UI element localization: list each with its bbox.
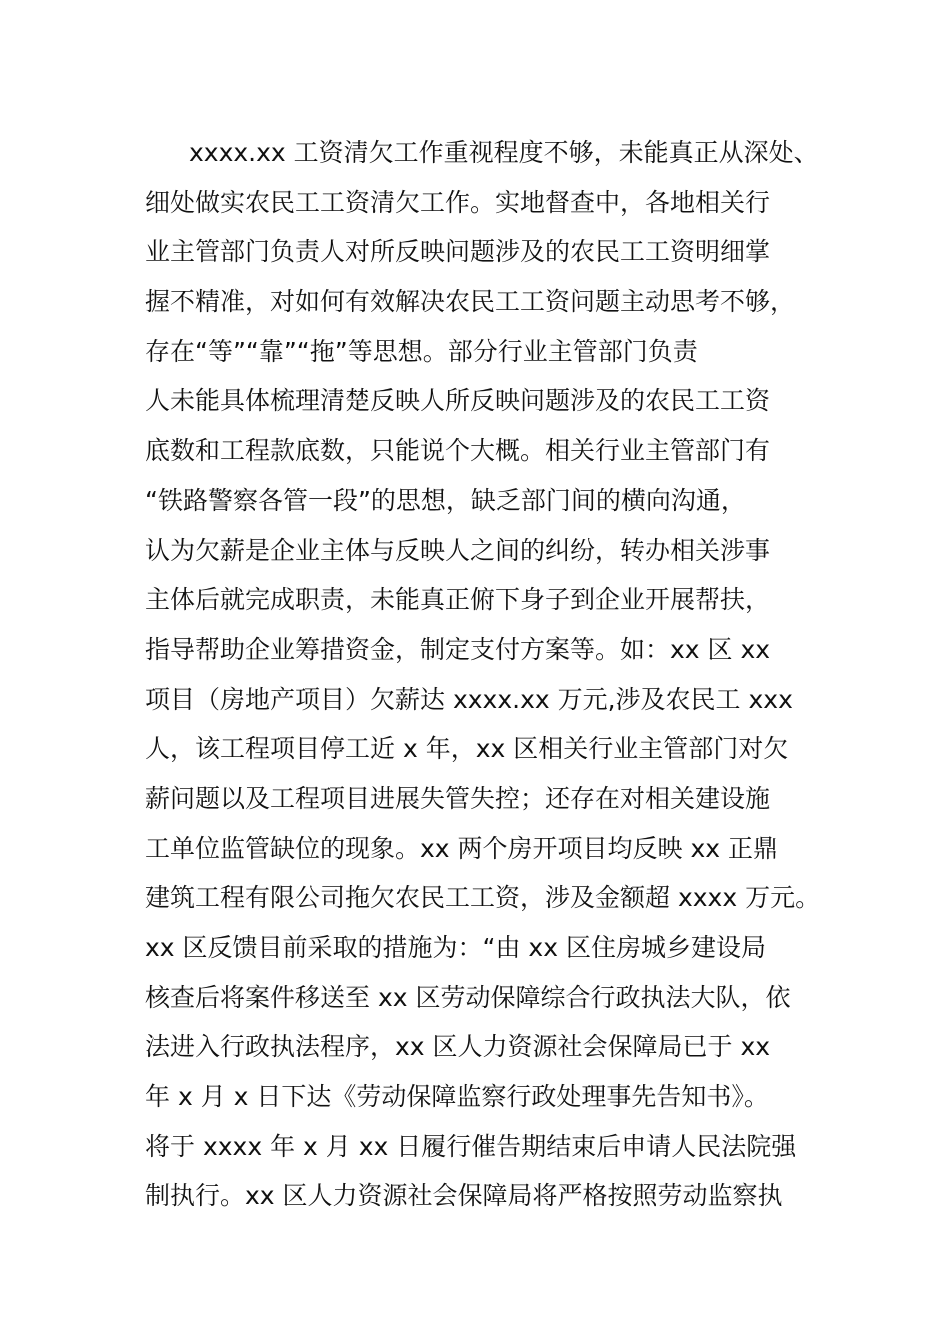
- paragraph-line: 细处做实农民工工资清欠工作。实地督查中，各地相关行: [145, 187, 771, 217]
- paragraph-line: xx 区反馈目前采取的措施为：“由 xx 区住房城乡建设局: [145, 933, 766, 962]
- paragraph-line: 人，该工程项目停工近 x 年，xx 区相关行业主管部门对欠: [145, 734, 789, 764]
- paragraph-line: 项目（房地产项目）欠薪达 xxxx.xx 万元,涉及农民工 xxx: [145, 684, 793, 714]
- paragraph-line: 年 x 月 x 日下达《劳动保障监察行政处理事先告知书》。: [145, 1082, 769, 1112]
- paragraph-line: 核查后将案件移送至 xx 区劳动保障综合行政执法大队，依: [145, 982, 791, 1012]
- body-paragraph: [145, 128, 825, 1221]
- paragraph-line: 存在“等”“靠”“拖”等思想。部分行业主管部门负责: [145, 336, 698, 366]
- paragraph-line: 主体后就完成职责，未能真正俯下身子到企业开展帮扶，: [145, 585, 771, 615]
- paragraph-line: xxxx.xx 工资清欠工作重视程度不够，未能真正从深处、: [189, 138, 819, 167]
- paragraph-line: 将于 xxxx 年 x 月 xx 日履行催告期结束后申请人民法院强: [145, 1131, 797, 1161]
- paragraph-line: 认为欠薪是企业主体与反映人之间的纠纷，转办相关涉事: [145, 535, 771, 565]
- paragraph-line: 底数和工程款底数，只能说个大概。相关行业主管部门有: [145, 436, 771, 466]
- paragraph-line: 握不精准，对如何有效解决农民工工资问题主动思考不够，: [145, 287, 796, 317]
- paragraph-line: “铁路警察各管一段”的思想，缺乏部门间的横向沟通，: [145, 485, 746, 515]
- paragraph-line: 薪问题以及工程项目进展失管失控；还存在对相关建设施: [145, 783, 771, 813]
- paragraph-line: 制执行。xx 区人力资源社会保障局将严格按照劳动监察执: [145, 1181, 783, 1211]
- paragraph-line: 建筑工程有限公司拖欠农民工工资，涉及金额超 xxxx 万元。: [145, 883, 821, 913]
- paragraph-line: 工单位监管缺位的现象。xx 两个房开项目均反映 xx 正鼎: [145, 833, 779, 863]
- paragraph-line: 法进入行政执法程序，xx 区人力资源社会保障局已于 xx: [145, 1032, 771, 1062]
- paragraph-line: 人未能具体梳理清楚反映人所反映问题涉及的农民工工资: [145, 386, 771, 416]
- paragraph-line: 指导帮助企业筹措资金，制定支付方案等。如：xx 区 xx: [145, 634, 771, 664]
- paragraph-line: 业主管部门负责人对所反映问题涉及的农民工工资明细掌: [145, 237, 771, 267]
